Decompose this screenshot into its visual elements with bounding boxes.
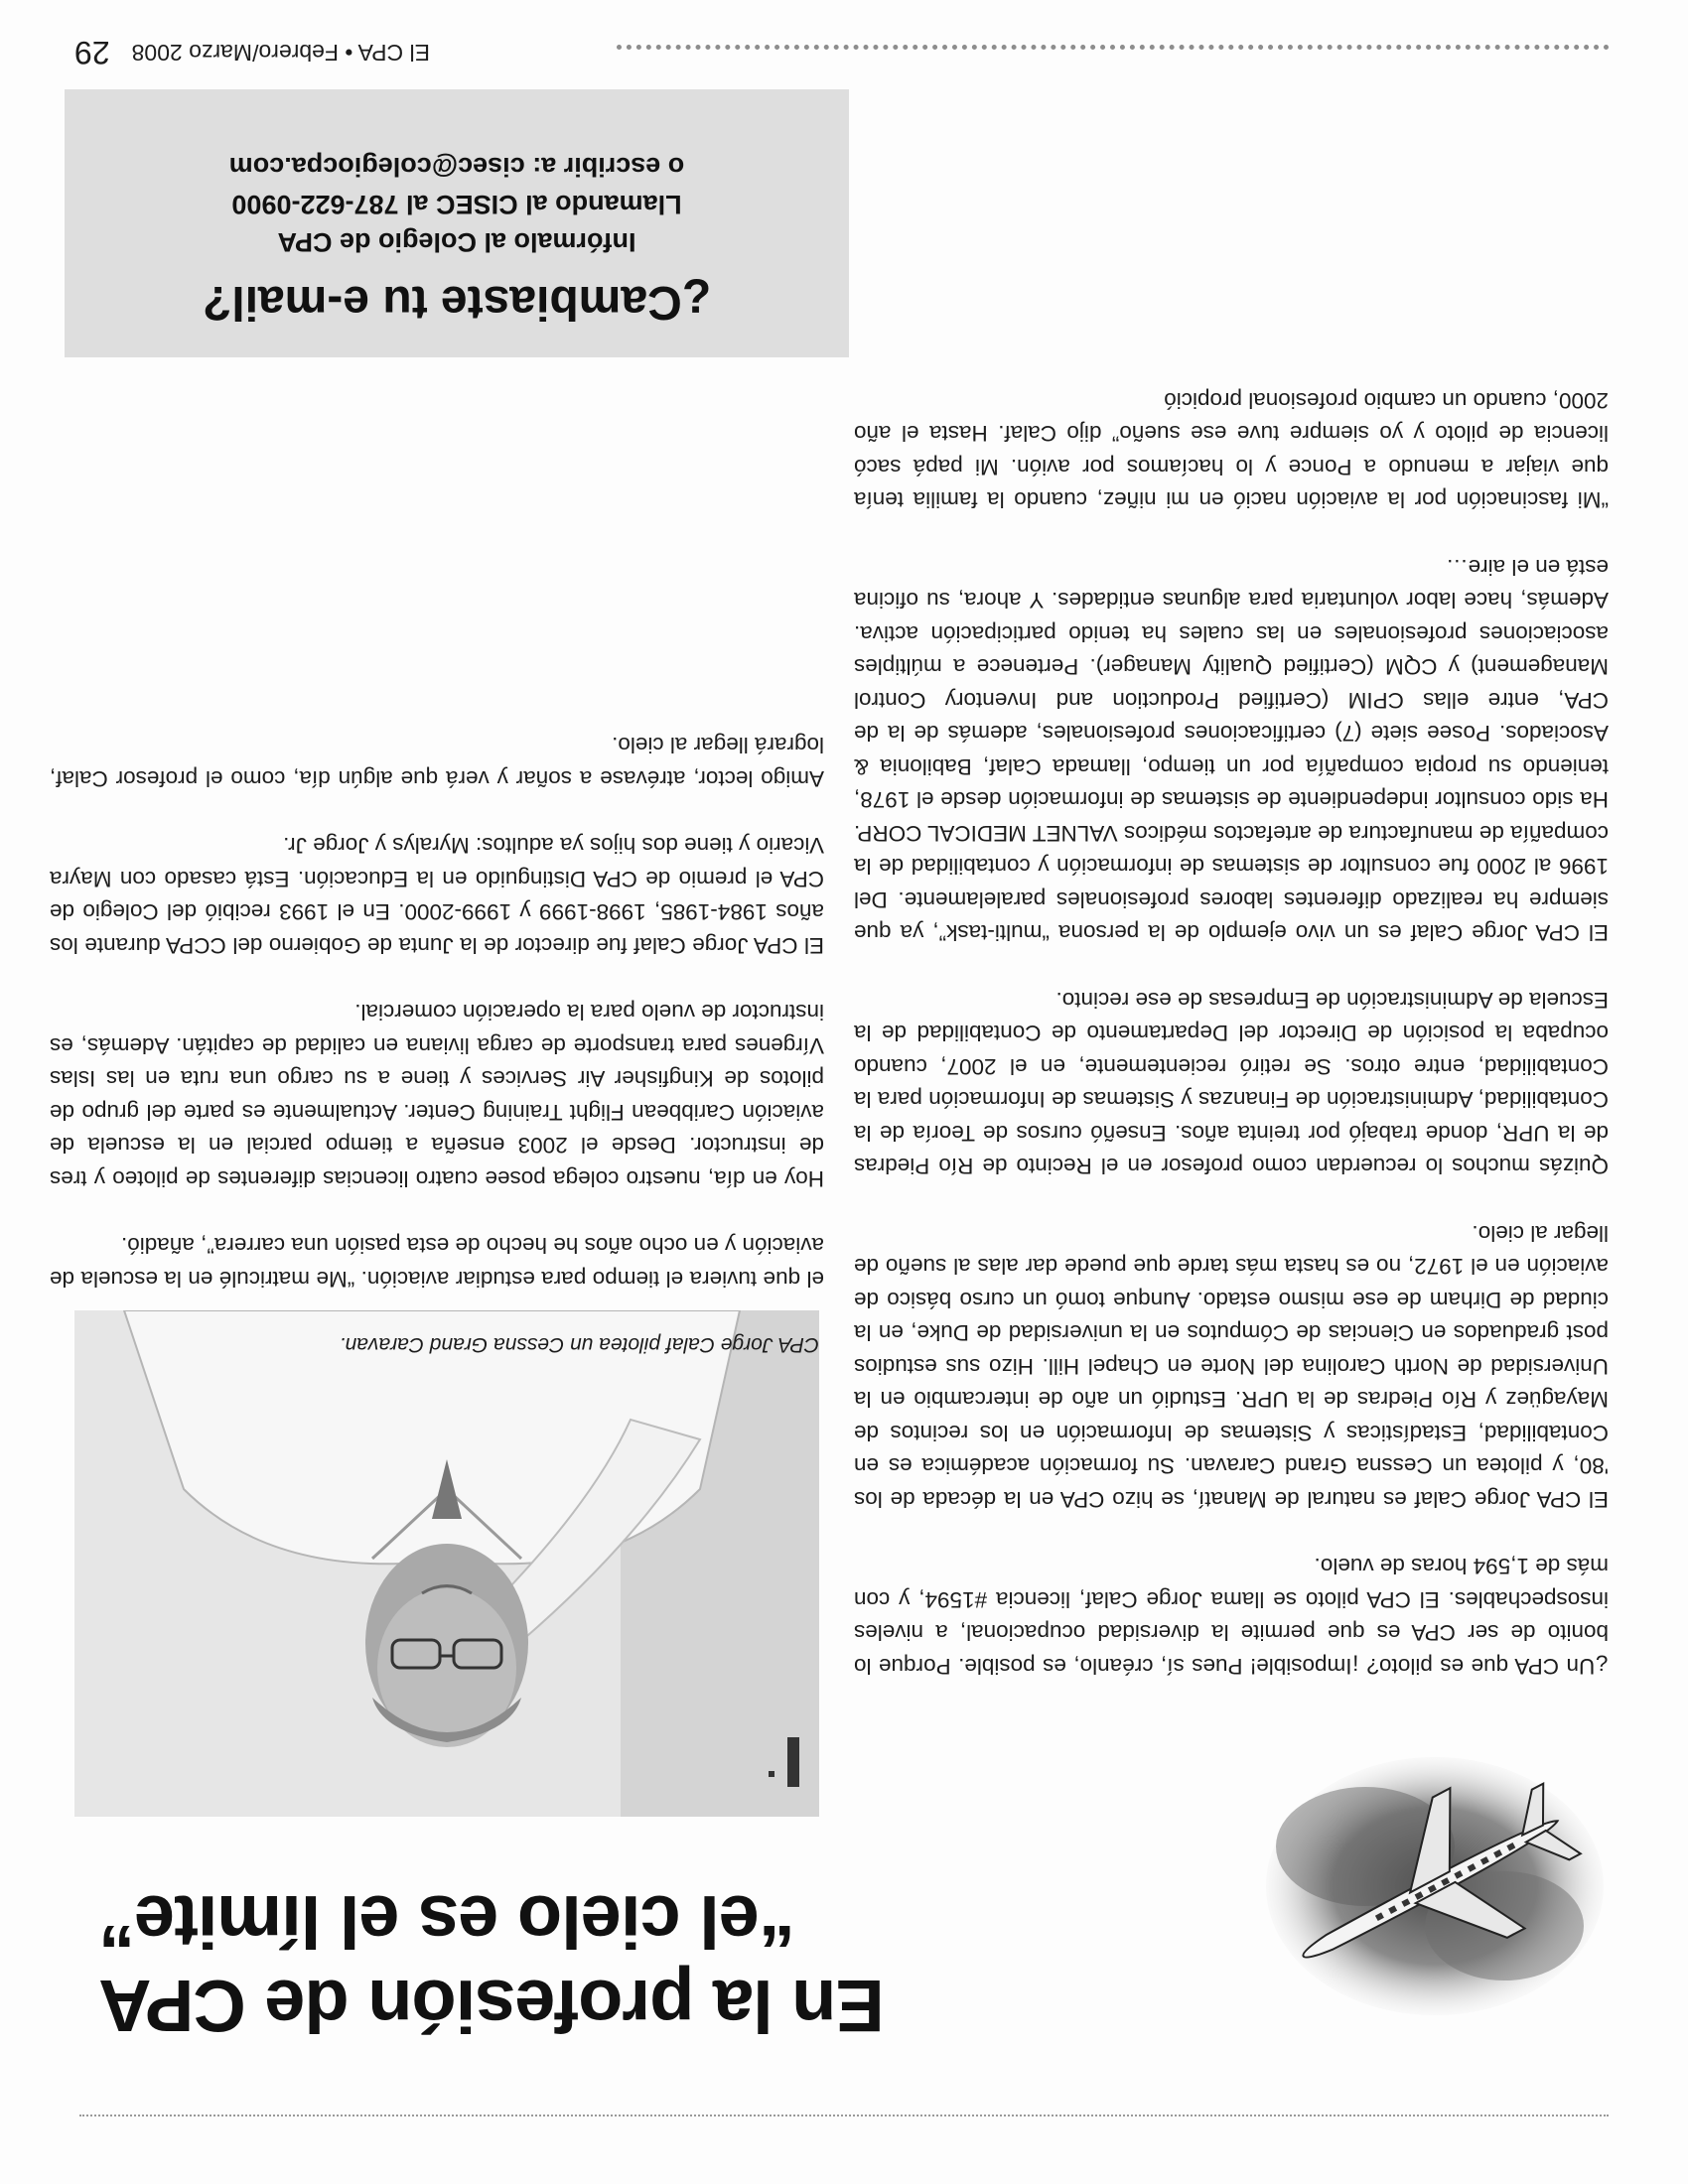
paragraph: ¿Un CPA que es piloto? ¡Imposible! Pues sí, créanlo, es posible. Porque lo bonito de ser CPA es que permite la diversidad ocupacional, a niveles insospechables. El CPA piloto se llama Jorge Calaf, licencia #1594, y con más de 1,594 horas de vuelo. (854, 1554, 1609, 1679)
article-left-column (854, 350, 1609, 1684)
article-title (99, 1817, 1221, 2045)
callout-phone: Llamando al CISEC al 787-622-0900 (231, 190, 682, 219)
callout-line: Infórmalo al Colegio de CPA (277, 227, 636, 257)
title-line-2: “el cielo es el límite” (99, 1880, 795, 1963)
pilot-portrait-photo (74, 1310, 819, 1817)
paragraph: El CPA Jorge Calaf es natural de Manatí, se hizo CPA en la década de los '80, y pilotea un Cessna Grand Caravan. Su formación académica es en Contabilidad, Estadísticas y Sistemas de Información en los recintos de Mayagüez y Río Piedras de la UPR. Estudió un año de intercambio en la Universidad de North Carolina del Norte en Chapel Hill. Hizo sus estudios post graduados en Ciencias de Cómputos en la universidad de Duke, en la ciudad de Dirham de ese mismo estado. Aunque tomó un curso básico de aviación en el 1972, no es hasta más tarde que puede dar alas al sueño de llegar al cielo. (854, 1221, 1609, 1512)
email-update-callout (65, 89, 849, 357)
paragraph: El CPA Jorge Calaf fue director de la Junta de Gobierno del CCPA durante los años 1984-1985, 1998-1999 y 1999-2000. En el 1993 recibió del Colegio de CPA el premio de CPA Distinguido en la Educación. Está casado con Mayra Vicario y tiene dos hijos ya adultos: Myralys y Jorge Jr. (50, 833, 824, 958)
title-line-1: En la profesión de CPA (99, 1965, 885, 2047)
airplane-in-clouds-icon (1256, 1747, 1614, 2035)
paragraph: Amigo lector, atrévase a soñar y verá que algún día, como el profesor Calaf, logrará llegar al cielo. (50, 733, 824, 791)
publication-info: El CPA • Febrero/Marzo 2008 (131, 40, 430, 66)
paragraph: “Mi fascinación por la aviación nació en mi niñez, cuando la familia tenía que viajar a menudo a Ponce y lo hacíamos por avión. Mi papá sacó licencia de piloto y yo siempre tuve ese sueño” dijo Calaf. Hasta el año 2000, cuando un cambio profesional propició (854, 388, 1609, 513)
article-right-column (50, 695, 824, 1296)
bottom-dotted-rule (616, 45, 1609, 50)
top-dotted-rule (79, 2115, 1609, 2116)
photo-caption: CPA Jorge Calaf pilotea un Cessna Grand Caravan. (339, 1333, 819, 1356)
paragraph: el que tuviera el tiempo para estudiar aviación. “Me matriculé en la escuela de aviación y en ocho años he hecho de esta pasión una carrera”, añadió. (50, 1233, 824, 1292)
page-footer (74, 35, 430, 70)
paragraph: Quizás muchos lo recuerdan como profesor en el Recinto de Río Piedras de la UPR, donde trabajó por treinta años. Enseñó cursos de Teoría de la Contabilidad, Administración de Finanzas y Sistemas de Información para la Contabilidad, entre otros. Se retiró recientemente, en el 2007, cuando ocupaba la posición de Director del Departamento de Contabilidad de la Escuela de Administración de Empresas de ese recinto. (854, 988, 1609, 1179)
callout-email: o escribir a: cisec@colegiocpa.com (228, 152, 685, 182)
page-number: 29 (74, 35, 110, 70)
paragraph: El CPA Jorge Calaf es un vivo ejemplo de la persona “multi-task”, ya que siempre ha realizado diferentes labores profesionales paralelamente. Del 1996 al 2000 fue consultor de sistemas de información y contabilidad de la compañía de manufactura de artefactos médicos VALNET MEDICAL CORP. Ha sido consultor independiente de sistemas de información desde el 1978, teniendo su propia compañía por un tiempo, llamada Calaf, Babilonia & Asociados. Posee siete (7) certificaciones profesionales, además de la de CPA, entre ellas CPIM (Certified Production and Inventory Control Management) y CQM (Certified Quality Manager). Pertenece a múltiples asociaciones profesionales en las cuales ha tenido participación activa. Además, hace labor voluntaria para algunas entidades. Y ahora, su oficina está en el aire… (854, 555, 1609, 946)
paragraph: Hoy en día, nuestro colega posee cuatro licencias diferentes de piloteo y tres de instructor. Desde el 2003 enseña a tiempo parcial en la escuela de aviación Caribbean Flight Training Center. Actualmente es parte del grupo de pilotos de Kingfisher Air Services y tiene a su cargo una ruta en las Islas Vírgenes para transporte de carga liviana en calidad de capitán. Además, es instructor de vuelo para la operación comercial. (50, 1000, 824, 1191)
callout-title: ¿Cambiaste tu e-mail? (202, 276, 712, 329)
